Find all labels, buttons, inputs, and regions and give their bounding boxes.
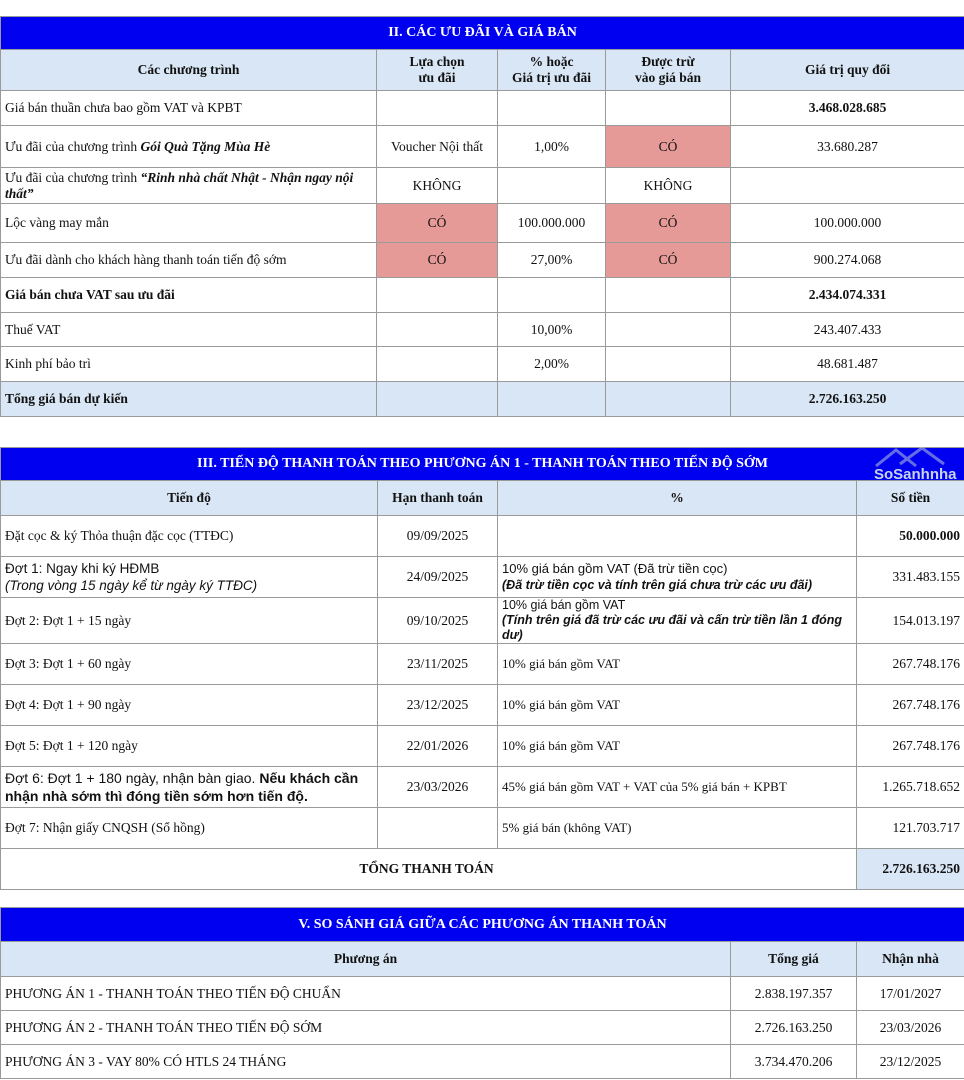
row-percent: 27,00% (498, 243, 606, 278)
total-label: TỔNG THANH TOÁN (1, 849, 857, 890)
stage-cell: Đợt 7: Nhận giấy CNQSH (Sổ hồng) (1, 808, 378, 849)
row-percent: 10,00% (498, 313, 606, 347)
row-name: Tổng giá bán dự kiến (1, 382, 377, 417)
comparison-header-row (1, 942, 964, 977)
stage-cell: Đợt 4: Đợt 1 + 90 ngày (1, 685, 378, 726)
table-row (1, 726, 964, 767)
amount-cell: 267.748.176 (857, 726, 964, 767)
handover-cell: 23/03/2026 (857, 1011, 964, 1045)
percent-cell (498, 557, 857, 598)
row-value: 100.000.000 (731, 204, 964, 243)
header-deduct-line1: Được trừ (641, 54, 695, 69)
stage-cell (1, 767, 378, 808)
amount-cell: 267.748.176 (857, 685, 964, 726)
deadline-cell (378, 808, 498, 849)
total-row (1, 849, 964, 890)
percent-cell: 10% giá bán gồm VAT (498, 685, 857, 726)
header-plan: Phương án (1, 942, 731, 977)
program-name: “Rinh nhà chất Nhật - Nhận ngay nội thất” (5, 169, 354, 201)
row-choice: CÓ (377, 204, 498, 243)
row-name: Kinh phí bảo trì (1, 347, 377, 382)
percent-note: (Tính trên giá đã trừ các ưu đãi và cấn trừ tiền lần 1 đóng dư) (502, 613, 843, 642)
header-percent-line1: % hoặc (529, 54, 574, 69)
deadline-cell: 23/11/2025 (378, 644, 498, 685)
header-deduct-line2: vào giá bán (634, 70, 702, 85)
table-row (1, 243, 964, 278)
row-value: 243.407.433 (731, 313, 964, 347)
stage-cell: Đợt 3: Đợt 1 + 60 ngày (1, 644, 378, 685)
plan-cell: PHƯƠNG ÁN 1 - THANH TOÁN THEO TIẾN ĐỘ CHUẨN (1, 977, 731, 1011)
total-row (1, 382, 964, 417)
section-plan-comparison (0, 907, 964, 1079)
percent-cell (498, 598, 857, 644)
percent-text: 10% giá bán gồm VAT (Đã trừ tiền cọc) (502, 561, 728, 576)
table-row (1, 644, 964, 685)
stage-cell: Đặt cọc & ký Thỏa thuận đặc cọc (TTĐC) (1, 516, 378, 557)
stage-note: Nếu khách cần nhận nhà sớm thì đóng tiền sớm hơn tiến độ. (5, 770, 359, 804)
amount-cell: 154.013.197 (857, 598, 964, 644)
stage-cell: Đợt 5: Đợt 1 + 120 ngày (1, 726, 378, 767)
header-choice-line2: ưu đãi (418, 70, 456, 85)
row-value: 2.434.074.331 (731, 278, 964, 313)
row-value: 33.680.287 (731, 126, 964, 168)
percent-note: (Đã trừ tiền cọc và tính trên giá chưa trừ các ưu đãi) (502, 578, 813, 592)
header-value: Giá trị quy đổi (731, 50, 964, 91)
amount-cell: 331.483.155 (857, 557, 964, 598)
stage-cell: Đợt 2: Đợt 1 + 15 ngày (1, 598, 378, 644)
row-deduct: CÓ (606, 126, 731, 168)
payment-table (0, 447, 964, 890)
stage-text: Đợt 6: Đợt 1 + 180 ngày, nhận bàn giao. (5, 770, 256, 786)
table-row (1, 347, 964, 382)
row-name: Lộc vàng may mắn (1, 204, 377, 243)
table-row (1, 767, 964, 808)
percent-cell: 5% giá bán (không VAT) (498, 808, 857, 849)
section-payment-schedule (0, 447, 964, 890)
table-row (1, 1045, 964, 1079)
table-row (1, 313, 964, 347)
row-name: Giá bán thuần chưa bao gồm VAT và KPBT (1, 91, 377, 126)
row-value: 48.681.487 (731, 347, 964, 382)
header-choice (377, 50, 498, 91)
section-3-title: III. TIẾN ĐỘ THANH TOÁN THEO PHƯƠNG ÁN 1 - THANH TOÁN THEO TIẾN ĐỘ SỚM (1, 448, 964, 481)
program-name: Gói Quà Tặng Mùa Hè (140, 138, 271, 154)
row-value: 3.468.028.685 (731, 91, 964, 126)
total-cell: 2.838.197.357 (731, 977, 857, 1011)
row-name: Ưu đãi dành cho khách hàng thanh toán tiến độ sớm (1, 243, 377, 278)
percent-text: 10% giá bán gồm VAT (502, 598, 626, 612)
header-handover: Nhận nhà (857, 942, 964, 977)
offers-header-row (1, 50, 964, 91)
handover-cell: 23/12/2025 (857, 1045, 964, 1079)
stage-note: (Trong vòng 15 ngày kể từ ngày ký TTĐC) (5, 578, 258, 593)
section-5-title: V. SO SÁNH GIÁ GIỮA CÁC PHƯƠNG ÁN THANH TOÁN (1, 908, 964, 942)
table-row (1, 516, 964, 557)
handover-cell: 17/01/2027 (857, 977, 964, 1011)
payment-header-row (1, 481, 964, 516)
amount-cell: 50.000.000 (857, 516, 964, 557)
header-program: Các chương trình (1, 50, 377, 91)
table-row (1, 278, 964, 313)
deadline-cell: 22/01/2026 (378, 726, 498, 767)
header-percent: % (498, 481, 857, 516)
row-choice: CÓ (377, 243, 498, 278)
table-row (1, 168, 964, 204)
plan-cell: PHƯƠNG ÁN 2 - THANH TOÁN THEO TIẾN ĐỘ SỚM (1, 1011, 731, 1045)
section-offers-and-price (0, 16, 964, 417)
percent-cell: 45% giá bán gồm VAT + VAT của 5% giá bán + KPBT (498, 767, 857, 808)
row-value: 900.274.068 (731, 243, 964, 278)
amount-cell: 121.703.717 (857, 808, 964, 849)
row-percent: 1,00% (498, 126, 606, 168)
deadline-cell: 23/12/2025 (378, 685, 498, 726)
amount-cell: 1.265.718.652 (857, 767, 964, 808)
header-percent-line2: Giá trị ưu đãi (512, 70, 591, 85)
header-choice-line1: Lựa chọn (409, 54, 465, 69)
table-row (1, 557, 964, 598)
percent-cell: 10% giá bán gồm VAT (498, 726, 857, 767)
deadline-cell: 09/09/2025 (378, 516, 498, 557)
offers-table (0, 16, 964, 417)
table-row (1, 598, 964, 644)
comparison-table (0, 907, 964, 1079)
table-row (1, 977, 964, 1011)
percent-cell (498, 516, 857, 557)
row-name-prefix: Ưu đãi của chương trình (5, 138, 141, 154)
row-deduct: CÓ (606, 204, 731, 243)
header-total: Tổng giá (731, 942, 857, 977)
row-choice: KHÔNG (377, 168, 498, 204)
watermark-text: SoSanhnha (874, 466, 957, 483)
header-percent (498, 50, 606, 91)
row-name: Thuế VAT (1, 313, 377, 347)
row-name: Giá bán chưa VAT sau ưu đãi (1, 278, 377, 313)
table-row (1, 91, 964, 126)
section-2-title: II. CÁC ƯU ĐÃI VÀ GIÁ BÁN (1, 17, 964, 50)
total-cell: 2.726.163.250 (731, 1011, 857, 1045)
header-deduct (606, 50, 731, 91)
table-row (1, 808, 964, 849)
plan-cell: PHƯƠNG ÁN 3 - VAY 80% CÓ HTLS 24 THÁNG (1, 1045, 731, 1079)
row-deduct: CÓ (606, 243, 731, 278)
deadline-cell: 09/10/2025 (378, 598, 498, 644)
header-stage: Tiến độ (1, 481, 378, 516)
total-value: 2.726.163.250 (857, 849, 964, 890)
table-row (1, 204, 964, 243)
row-name (1, 168, 377, 204)
amount-cell: 267.748.176 (857, 644, 964, 685)
table-row (1, 126, 964, 168)
stage-text: Đợt 1: Ngay khi ký HĐMB (5, 561, 160, 576)
header-amount: Số tiền (857, 481, 964, 516)
header-deadline: Hạn thanh toán (378, 481, 498, 516)
stage-cell (1, 557, 378, 598)
row-percent: 2,00% (498, 347, 606, 382)
percent-cell: 10% giá bán gồm VAT (498, 644, 857, 685)
table-row (1, 685, 964, 726)
row-name-prefix: Ưu đãi của chương trình (5, 169, 141, 185)
row-deduct: KHÔNG (606, 168, 731, 204)
row-choice: Voucher Nội thất (377, 126, 498, 168)
row-name (1, 126, 377, 168)
deadline-cell: 23/03/2026 (378, 767, 498, 808)
table-row (1, 1011, 964, 1045)
total-cell: 3.734.470.206 (731, 1045, 857, 1079)
row-value: 2.726.163.250 (731, 382, 964, 417)
deadline-cell: 24/09/2025 (378, 557, 498, 598)
row-percent: 100.000.000 (498, 204, 606, 243)
